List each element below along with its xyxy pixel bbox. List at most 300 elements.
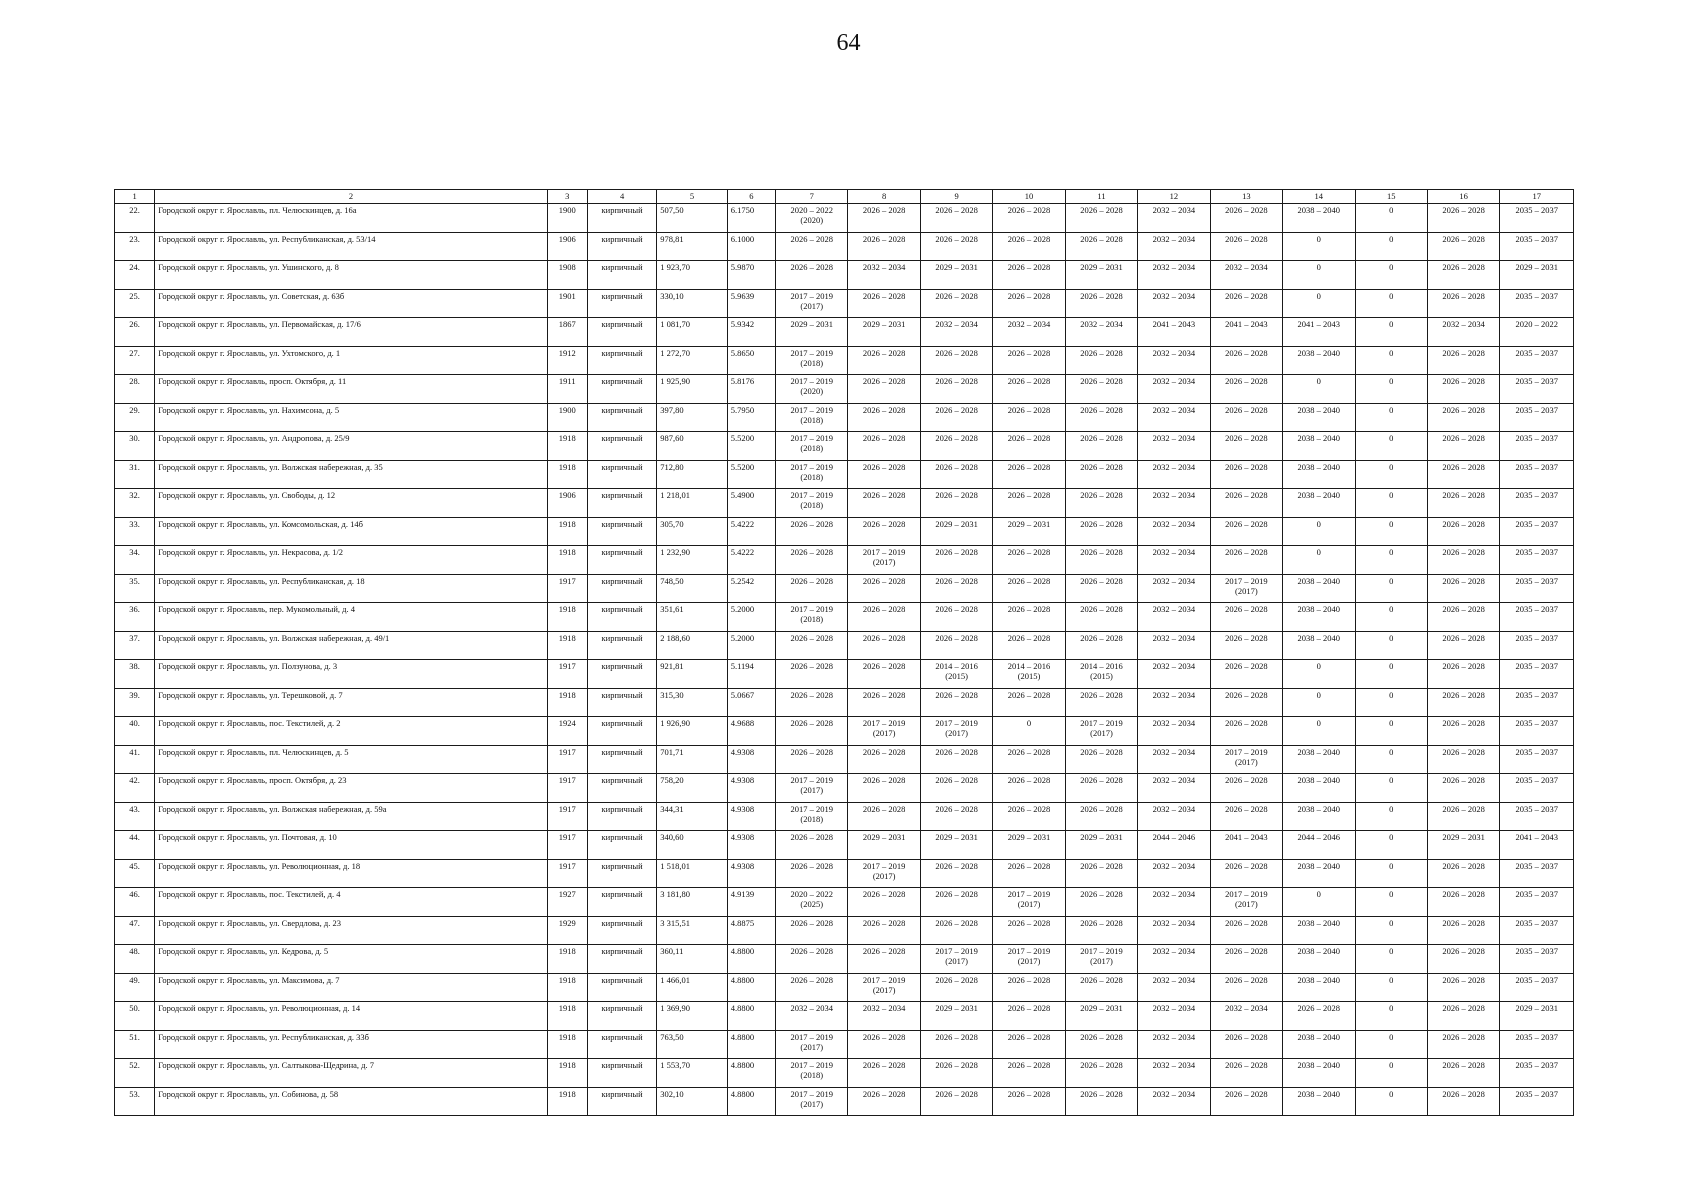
index-cell: 4.8800 bbox=[727, 1059, 775, 1088]
schedule-period: 2026 – 2028 bbox=[790, 575, 833, 586]
area-cell: 712,80 bbox=[657, 460, 727, 489]
schedule-cell-13 bbox=[1210, 204, 1282, 233]
address-cell: Городской округ г. Ярославль, ул. Волжская набережная, д. 35 bbox=[155, 460, 547, 489]
table-row bbox=[115, 318, 1574, 347]
schedule-actual-year: (2017) bbox=[1235, 585, 1258, 596]
area-cell: 302,10 bbox=[657, 1087, 727, 1116]
schedule-cell-8 bbox=[848, 916, 920, 945]
schedule-cell-17 bbox=[1500, 1002, 1574, 1031]
schedule-period: 2029 – 2031 bbox=[1442, 832, 1485, 842]
schedule-period: 2035 – 2037 bbox=[1515, 461, 1558, 472]
schedule-period: 0 bbox=[1316, 547, 1321, 557]
schedule-cell-8 bbox=[848, 631, 920, 660]
schedule-cell-8 bbox=[848, 774, 920, 803]
schedule-period: 2026 – 2028 bbox=[935, 803, 978, 814]
wall-material-cell: кирпичный bbox=[587, 802, 656, 831]
schedule-period: 2026 – 2028 bbox=[1225, 689, 1268, 700]
schedule-cell-7 bbox=[776, 204, 848, 233]
wall-material-cell: кирпичный bbox=[587, 973, 656, 1002]
schedule-period: 2026 – 2028 bbox=[1080, 490, 1123, 500]
schedule-period: 2026 – 2028 bbox=[790, 832, 833, 842]
table-row bbox=[115, 888, 1574, 917]
schedule-cell-15 bbox=[1355, 660, 1427, 689]
area-cell: 1 925,90 bbox=[657, 375, 727, 404]
schedule-cell-13 bbox=[1210, 403, 1282, 432]
schedule-period: 2035 – 2037 bbox=[1515, 1060, 1558, 1070]
row-number-cell: 38. bbox=[115, 660, 155, 689]
area-cell: 1 081,70 bbox=[657, 318, 727, 347]
schedule-cell-16 bbox=[1427, 1002, 1499, 1031]
schedule-period: 2020 – 2022 bbox=[790, 205, 833, 215]
schedule-period: 2035 – 2037 bbox=[1515, 746, 1558, 757]
schedule-period: 2026 – 2028 bbox=[1442, 889, 1485, 899]
schedule-cell-10 bbox=[993, 973, 1065, 1002]
schedule-cell-13 bbox=[1210, 318, 1282, 347]
wall-material-cell: кирпичный bbox=[587, 375, 656, 404]
schedule-period: 2032 – 2034 bbox=[1152, 974, 1196, 985]
address-cell: Городской округ г. Ярославль, пос. Текстилей, д. 2 bbox=[155, 717, 547, 746]
schedule-period: 2026 – 2028 bbox=[935, 889, 978, 899]
schedule-cell-9 bbox=[920, 1002, 992, 1031]
year-built-cell: 1917 bbox=[547, 859, 587, 888]
schedule-cell-8 bbox=[848, 574, 920, 603]
index-cell: 4.9308 bbox=[727, 859, 775, 888]
schedule-cell-12 bbox=[1138, 1030, 1210, 1059]
wall-material-cell: кирпичный bbox=[587, 232, 656, 261]
schedule-cell-13 bbox=[1210, 831, 1282, 860]
schedule-cell-10 bbox=[993, 888, 1065, 917]
schedule-period: 2026 – 2028 bbox=[1225, 917, 1268, 928]
schedule-period: 2038 – 2040 bbox=[1297, 604, 1341, 614]
wall-material-cell: кирпичный bbox=[587, 916, 656, 945]
row-number-cell: 25. bbox=[115, 289, 155, 318]
schedule-cell-16 bbox=[1427, 574, 1499, 603]
wall-material-cell: кирпичный bbox=[587, 688, 656, 717]
schedule-period: 2026 – 2028 bbox=[1080, 604, 1123, 614]
schedule-cell-9 bbox=[920, 289, 992, 318]
schedule-period: 2026 – 2028 bbox=[935, 1088, 978, 1099]
schedule-period: 2032 – 2034 bbox=[1152, 376, 1196, 386]
schedule-cell-11 bbox=[1065, 375, 1137, 404]
schedule-period: 2038 – 2040 bbox=[1297, 775, 1341, 785]
schedule-period: 2026 – 2028 bbox=[1225, 547, 1268, 557]
schedule-period: 0 bbox=[1316, 889, 1321, 899]
schedule-cell-16 bbox=[1427, 489, 1499, 518]
schedule-cell-15 bbox=[1355, 460, 1427, 489]
address-cell: Городской округ г. Ярославль, ул. Ползунова, д. 3 bbox=[155, 660, 547, 689]
schedule-period: 2026 – 2028 bbox=[935, 575, 978, 586]
schedule-actual-year: (2017) bbox=[872, 870, 896, 881]
address-cell: Городской округ г. Ярославль, ул. Республиканская, д. 53/14 bbox=[155, 232, 547, 261]
schedule-period: 2026 – 2028 bbox=[1080, 404, 1123, 415]
schedule-cell-16 bbox=[1427, 802, 1499, 831]
area-cell: 748,50 bbox=[657, 574, 727, 603]
address-cell: Городской округ г. Ярославль, пер. Мукомольный, д. 4 bbox=[155, 603, 547, 632]
schedule-cell-15 bbox=[1355, 289, 1427, 318]
address-cell: Городской округ г. Ярославль, ул. Максимова, д. 7 bbox=[155, 973, 547, 1002]
row-number-cell: 50. bbox=[115, 1002, 155, 1031]
schedule-cell-12 bbox=[1138, 973, 1210, 1002]
schedule-period: 2029 – 2031 bbox=[862, 319, 906, 329]
schedule-cell-17 bbox=[1500, 1030, 1574, 1059]
wall-material-cell: кирпичный bbox=[587, 289, 656, 318]
schedule-cell-9 bbox=[920, 232, 992, 261]
index-cell: 4.9308 bbox=[727, 745, 775, 774]
schedule-cell-14 bbox=[1283, 745, 1355, 774]
schedule-actual-year: (2018) bbox=[800, 500, 824, 510]
schedule-cell-9 bbox=[920, 489, 992, 518]
schedule-period: 2035 – 2037 bbox=[1515, 490, 1558, 500]
schedule-cell-15 bbox=[1355, 232, 1427, 261]
schedule-period: 2035 – 2037 bbox=[1515, 575, 1558, 586]
year-built-cell: 1918 bbox=[547, 460, 587, 489]
schedule-cell-10 bbox=[993, 717, 1065, 746]
schedule-period: 2026 – 2028 bbox=[1007, 604, 1051, 614]
schedule-period: 2026 – 2028 bbox=[1007, 205, 1051, 215]
schedule-period: 2032 – 2034 bbox=[1152, 746, 1196, 757]
schedule-cell-14 bbox=[1283, 1059, 1355, 1088]
schedule-actual-year: (2020) bbox=[800, 215, 824, 225]
schedule-cell-10 bbox=[993, 916, 1065, 945]
schedule-cell-14 bbox=[1283, 432, 1355, 461]
schedule-cell-15 bbox=[1355, 1030, 1427, 1059]
table-row bbox=[115, 945, 1574, 974]
schedule-period: 2026 – 2028 bbox=[862, 917, 906, 928]
schedule-actual-year: (2015) bbox=[945, 671, 968, 681]
schedule-cell-17 bbox=[1500, 973, 1574, 1002]
schedule-period: 2026 – 2028 bbox=[1225, 803, 1268, 814]
wall-material-cell: кирпичный bbox=[587, 517, 656, 546]
schedule-period: 2026 – 2028 bbox=[862, 433, 906, 443]
table-row bbox=[115, 1087, 1574, 1116]
schedule-period: 2026 – 2028 bbox=[1225, 347, 1268, 358]
schedule-cell-15 bbox=[1355, 432, 1427, 461]
schedule-cell-10 bbox=[993, 1059, 1065, 1088]
schedule-period: 0 bbox=[1389, 604, 1394, 614]
schedule-period: 2032 – 2034 bbox=[935, 319, 978, 329]
wall-material-cell: кирпичный bbox=[587, 204, 656, 233]
schedule-cell-11 bbox=[1065, 346, 1137, 375]
schedule-cell-15 bbox=[1355, 688, 1427, 717]
wall-material-cell: кирпичный bbox=[587, 774, 656, 803]
schedule-cell-9 bbox=[920, 460, 992, 489]
row-number-cell: 41. bbox=[115, 745, 155, 774]
schedule-period: 2017 – 2019 bbox=[935, 946, 978, 956]
schedule-period: 2026 – 2028 bbox=[1080, 290, 1123, 301]
column-header: 15 bbox=[1355, 190, 1427, 204]
schedule-cell-15 bbox=[1355, 546, 1427, 575]
schedule-period: 2026 – 2028 bbox=[1225, 604, 1268, 614]
schedule-period: 2026 – 2028 bbox=[1225, 290, 1268, 301]
schedule-cell-16 bbox=[1427, 1087, 1499, 1116]
schedule-period: 2017 – 2019 bbox=[790, 775, 833, 785]
schedule-cell-10 bbox=[993, 859, 1065, 888]
schedule-cell-16 bbox=[1427, 973, 1499, 1002]
schedule-cell-13 bbox=[1210, 660, 1282, 689]
schedule-period: 2032 – 2034 bbox=[1152, 803, 1196, 814]
schedule-period: 0 bbox=[1389, 547, 1394, 557]
table-row bbox=[115, 517, 1574, 546]
schedule-cell-14 bbox=[1283, 261, 1355, 290]
schedule-period: 2029 – 2031 bbox=[1080, 262, 1123, 272]
schedule-cell-12 bbox=[1138, 660, 1210, 689]
schedule-cell-17 bbox=[1500, 261, 1574, 290]
schedule-period: 0 bbox=[1389, 946, 1394, 956]
schedule-cell-10 bbox=[993, 546, 1065, 575]
index-cell: 5.4222 bbox=[727, 517, 775, 546]
schedule-period: 2026 – 2028 bbox=[1007, 974, 1051, 985]
schedule-cell-15 bbox=[1355, 517, 1427, 546]
schedule-cell-8 bbox=[848, 802, 920, 831]
schedule-cell-14 bbox=[1283, 888, 1355, 917]
schedule-cell-7 bbox=[776, 1002, 848, 1031]
schedule-period: 2026 – 2028 bbox=[1225, 461, 1268, 472]
schedule-period: 2026 – 2028 bbox=[862, 1060, 906, 1070]
schedule-cell-9 bbox=[920, 888, 992, 917]
schedule-cell-9 bbox=[920, 745, 992, 774]
column-header: 17 bbox=[1500, 190, 1574, 204]
schedule-period: 2041 – 2043 bbox=[1225, 319, 1268, 329]
year-built-cell: 1918 bbox=[547, 1002, 587, 1031]
schedule-cell-13 bbox=[1210, 546, 1282, 575]
schedule-cell-10 bbox=[993, 289, 1065, 318]
schedule-actual-year: (2017) bbox=[800, 785, 824, 795]
year-built-cell: 1918 bbox=[547, 517, 587, 546]
schedule-cell-10 bbox=[993, 802, 1065, 831]
schedule-period: 2026 – 2028 bbox=[935, 205, 978, 215]
schedule-period: 2026 – 2028 bbox=[1007, 746, 1051, 757]
schedule-period: 2026 – 2028 bbox=[1080, 1088, 1123, 1099]
index-cell: 4.9308 bbox=[727, 774, 775, 803]
schedule-period: 2032 – 2034 bbox=[1152, 1060, 1196, 1070]
column-header: 2 bbox=[155, 190, 547, 204]
schedule-cell-15 bbox=[1355, 745, 1427, 774]
table-row bbox=[115, 802, 1574, 831]
schedule-cell-8 bbox=[848, 831, 920, 860]
schedule-period: 2032 – 2034 bbox=[1152, 689, 1196, 700]
schedule-cell-11 bbox=[1065, 688, 1137, 717]
schedule-period: 2038 – 2040 bbox=[1297, 347, 1341, 358]
schedule-period: 0 bbox=[1389, 775, 1394, 785]
schedule-cell-12 bbox=[1138, 945, 1210, 974]
schedule-cell-13 bbox=[1210, 232, 1282, 261]
schedule-period: 2026 – 2028 bbox=[1442, 518, 1485, 529]
schedule-period: 2032 – 2034 bbox=[1152, 1003, 1196, 1013]
schedule-period: 2017 – 2019 bbox=[1225, 889, 1268, 899]
wall-material-cell: кирпичный bbox=[587, 888, 656, 917]
schedule-period: 2029 – 2031 bbox=[935, 1003, 978, 1013]
schedule-period: 2026 – 2028 bbox=[1007, 917, 1051, 928]
schedule-period: 2026 – 2028 bbox=[1442, 661, 1485, 671]
column-header: 7 bbox=[776, 190, 848, 204]
schedule-cell-13 bbox=[1210, 1087, 1282, 1116]
schedule-period: 0 bbox=[1389, 689, 1394, 700]
schedule-period: 2032 – 2034 bbox=[862, 262, 906, 272]
schedule-period: 2017 – 2019 bbox=[862, 718, 906, 728]
schedule-actual-year: (2017) bbox=[945, 728, 968, 738]
schedule-period: 2026 – 2028 bbox=[790, 718, 833, 728]
schedule-period: 0 bbox=[1389, 433, 1394, 443]
area-cell: 1 218,01 bbox=[657, 489, 727, 518]
address-cell: Городской округ г. Ярославль, ул. Волжская набережная, д. 49/1 bbox=[155, 631, 547, 660]
schedule-period: 0 bbox=[1316, 233, 1321, 244]
schedule-period: 0 bbox=[1389, 1088, 1394, 1099]
schedule-actual-year: (2017) bbox=[945, 956, 968, 966]
schedule-period: 2026 – 2028 bbox=[790, 917, 833, 928]
schedule-cell-17 bbox=[1500, 717, 1574, 746]
schedule-period: 2026 – 2028 bbox=[790, 661, 833, 671]
schedule-period: 2026 – 2028 bbox=[1442, 917, 1485, 928]
area-cell: 1 369,90 bbox=[657, 1002, 727, 1031]
schedule-period: 2026 – 2028 bbox=[935, 404, 978, 415]
schedule-cell-8 bbox=[848, 1087, 920, 1116]
schedule-period: 2026 – 2028 bbox=[1442, 290, 1485, 301]
schedule-period: 2038 – 2040 bbox=[1297, 1031, 1341, 1042]
schedule-cell-14 bbox=[1283, 1002, 1355, 1031]
schedule-cell-8 bbox=[848, 1059, 920, 1088]
schedule-period: 2029 – 2031 bbox=[1007, 518, 1051, 529]
address-cell: Городской округ г. Ярославль, ул. Свободы, д. 12 bbox=[155, 489, 547, 518]
schedule-period: 2014 – 2016 bbox=[1007, 661, 1051, 671]
wall-material-cell: кирпичный bbox=[587, 745, 656, 774]
schedule-period: 2026 – 2028 bbox=[935, 1031, 978, 1042]
address-cell: Городской округ г. Ярославль, ул. Советская, д. 63б bbox=[155, 289, 547, 318]
schedule-period: 2026 – 2028 bbox=[1225, 518, 1268, 529]
index-cell: 5.5200 bbox=[727, 460, 775, 489]
schedule-cell-7 bbox=[776, 973, 848, 1002]
schedule-cell-12 bbox=[1138, 802, 1210, 831]
schedule-cell-17 bbox=[1500, 318, 1574, 347]
address-cell: Городской округ г. Ярославль, ул. Ухтомского, д. 1 bbox=[155, 346, 547, 375]
schedule-period: 0 bbox=[1389, 205, 1394, 215]
schedule-period: 2026 – 2028 bbox=[1007, 490, 1051, 500]
wall-material-cell: кирпичный bbox=[587, 1087, 656, 1116]
schedule-cell-12 bbox=[1138, 1002, 1210, 1031]
schedule-period: 0 bbox=[1389, 718, 1394, 728]
schedule-period: 2026 – 2028 bbox=[862, 205, 906, 215]
schedule-period: 2026 – 2028 bbox=[1080, 860, 1123, 871]
schedule-period: 2026 – 2028 bbox=[862, 233, 906, 244]
schedule-period: 2026 – 2028 bbox=[1007, 1060, 1051, 1070]
schedule-cell-10 bbox=[993, 945, 1065, 974]
schedule-period: 2026 – 2028 bbox=[1442, 746, 1485, 757]
schedule-period: 2026 – 2028 bbox=[862, 575, 906, 586]
area-cell: 1 272,70 bbox=[657, 346, 727, 375]
schedule-period: 2026 – 2028 bbox=[1225, 718, 1268, 728]
schedule-period: 2035 – 2037 bbox=[1515, 775, 1558, 785]
schedule-cell-14 bbox=[1283, 517, 1355, 546]
schedule-period: 2032 – 2034 bbox=[1152, 233, 1196, 244]
schedule-cell-9 bbox=[920, 688, 992, 717]
area-cell: 2 188,60 bbox=[657, 631, 727, 660]
schedule-cell-14 bbox=[1283, 204, 1355, 233]
schedule-period: 2032 – 2034 bbox=[1152, 575, 1196, 586]
schedule-cell-7 bbox=[776, 603, 848, 632]
schedule-cell-9 bbox=[920, 1087, 992, 1116]
table-row bbox=[115, 831, 1574, 860]
schedule-period: 0 bbox=[1389, 917, 1394, 928]
table-row bbox=[115, 603, 1574, 632]
table-row bbox=[115, 717, 1574, 746]
schedule-period: 0 bbox=[1389, 518, 1394, 529]
address-cell: Городской округ г. Ярославль, пл. Челюскинцев, д. 5 bbox=[155, 745, 547, 774]
schedule-cell-11 bbox=[1065, 660, 1137, 689]
area-cell: 344,31 bbox=[657, 802, 727, 831]
schedule-cell-15 bbox=[1355, 318, 1427, 347]
year-built-cell: 1911 bbox=[547, 375, 587, 404]
schedule-period: 2017 – 2019 bbox=[1007, 889, 1051, 899]
schedule-period: 2029 – 2031 bbox=[1515, 1003, 1558, 1013]
wall-material-cell: кирпичный bbox=[587, 859, 656, 888]
schedule-cell-8 bbox=[848, 973, 920, 1002]
schedule-cell-15 bbox=[1355, 574, 1427, 603]
area-cell: 351,61 bbox=[657, 603, 727, 632]
schedule-period: 2032 – 2034 bbox=[1225, 1003, 1268, 1013]
schedule-period: 2041 – 2043 bbox=[1297, 319, 1341, 329]
area-cell: 3 181,80 bbox=[657, 888, 727, 917]
address-cell: Городской округ г. Ярославль, просп. Октября, д. 23 bbox=[155, 774, 547, 803]
schedule-period: 2026 – 2028 bbox=[790, 860, 833, 871]
schedule-cell-9 bbox=[920, 831, 992, 860]
schedule-period: 2026 – 2028 bbox=[1442, 974, 1485, 985]
schedule-period: 2026 – 2028 bbox=[1080, 775, 1123, 785]
schedule-cell-13 bbox=[1210, 489, 1282, 518]
schedule-period: 2026 – 2028 bbox=[1080, 803, 1123, 814]
schedule-period: 2026 – 2028 bbox=[1225, 404, 1268, 415]
schedule-period: 2014 – 2016 bbox=[1080, 661, 1123, 671]
schedule-cell-17 bbox=[1500, 546, 1574, 575]
table-header-row bbox=[115, 190, 1574, 204]
schedule-cell-9 bbox=[920, 631, 992, 660]
row-number-cell: 42. bbox=[115, 774, 155, 803]
schedule-period: 2026 – 2028 bbox=[1080, 1031, 1123, 1042]
schedule-cell-16 bbox=[1427, 717, 1499, 746]
address-cell: Городской округ г. Ярославль, ул. Революционная, д. 14 bbox=[155, 1002, 547, 1031]
schedule-period: 0 bbox=[1389, 746, 1394, 757]
schedule-period: 2026 – 2028 bbox=[862, 746, 906, 757]
schedule-actual-year: (2017) bbox=[1017, 956, 1041, 966]
schedule-period: 2026 – 2028 bbox=[935, 490, 978, 500]
schedule-actual-year: (2018) bbox=[800, 443, 824, 453]
row-number-cell: 51. bbox=[115, 1030, 155, 1059]
schedule-period: 2026 – 2028 bbox=[935, 433, 978, 443]
year-built-cell: 1917 bbox=[547, 831, 587, 860]
schedule-period: 2035 – 2037 bbox=[1515, 860, 1558, 871]
schedule-period: 2017 – 2019 bbox=[1080, 946, 1123, 956]
schedule-cell-15 bbox=[1355, 973, 1427, 1002]
year-built-cell: 1901 bbox=[547, 289, 587, 318]
schedule-period: 2032 – 2034 bbox=[1007, 319, 1051, 329]
schedule-cell-8 bbox=[848, 204, 920, 233]
address-cell: Городской округ г. Ярославль, ул. Республиканская, д. 33б bbox=[155, 1030, 547, 1059]
table-row bbox=[115, 289, 1574, 318]
schedule-period: 2026 – 2028 bbox=[790, 746, 833, 757]
schedule-period: 2026 – 2028 bbox=[862, 604, 906, 614]
address-cell: Городской округ г. Ярославль, ул. Свердлова, д. 23 bbox=[155, 916, 547, 945]
schedule-period: 2026 – 2028 bbox=[1225, 1060, 1268, 1070]
schedule-period: 2026 – 2028 bbox=[862, 518, 906, 529]
table-row bbox=[115, 774, 1574, 803]
schedule-cell-11 bbox=[1065, 1002, 1137, 1031]
schedule-period: 2026 – 2028 bbox=[1007, 404, 1051, 415]
table-row bbox=[115, 574, 1574, 603]
schedule-cell-7 bbox=[776, 888, 848, 917]
schedule-period: 2026 – 2028 bbox=[862, 803, 906, 814]
schedule-period: 0 bbox=[1389, 889, 1394, 899]
schedule-period: 2026 – 2028 bbox=[1007, 347, 1051, 358]
schedule-actual-year: (2017) bbox=[800, 1098, 824, 1109]
schedule-period: 2026 – 2028 bbox=[1007, 233, 1051, 244]
